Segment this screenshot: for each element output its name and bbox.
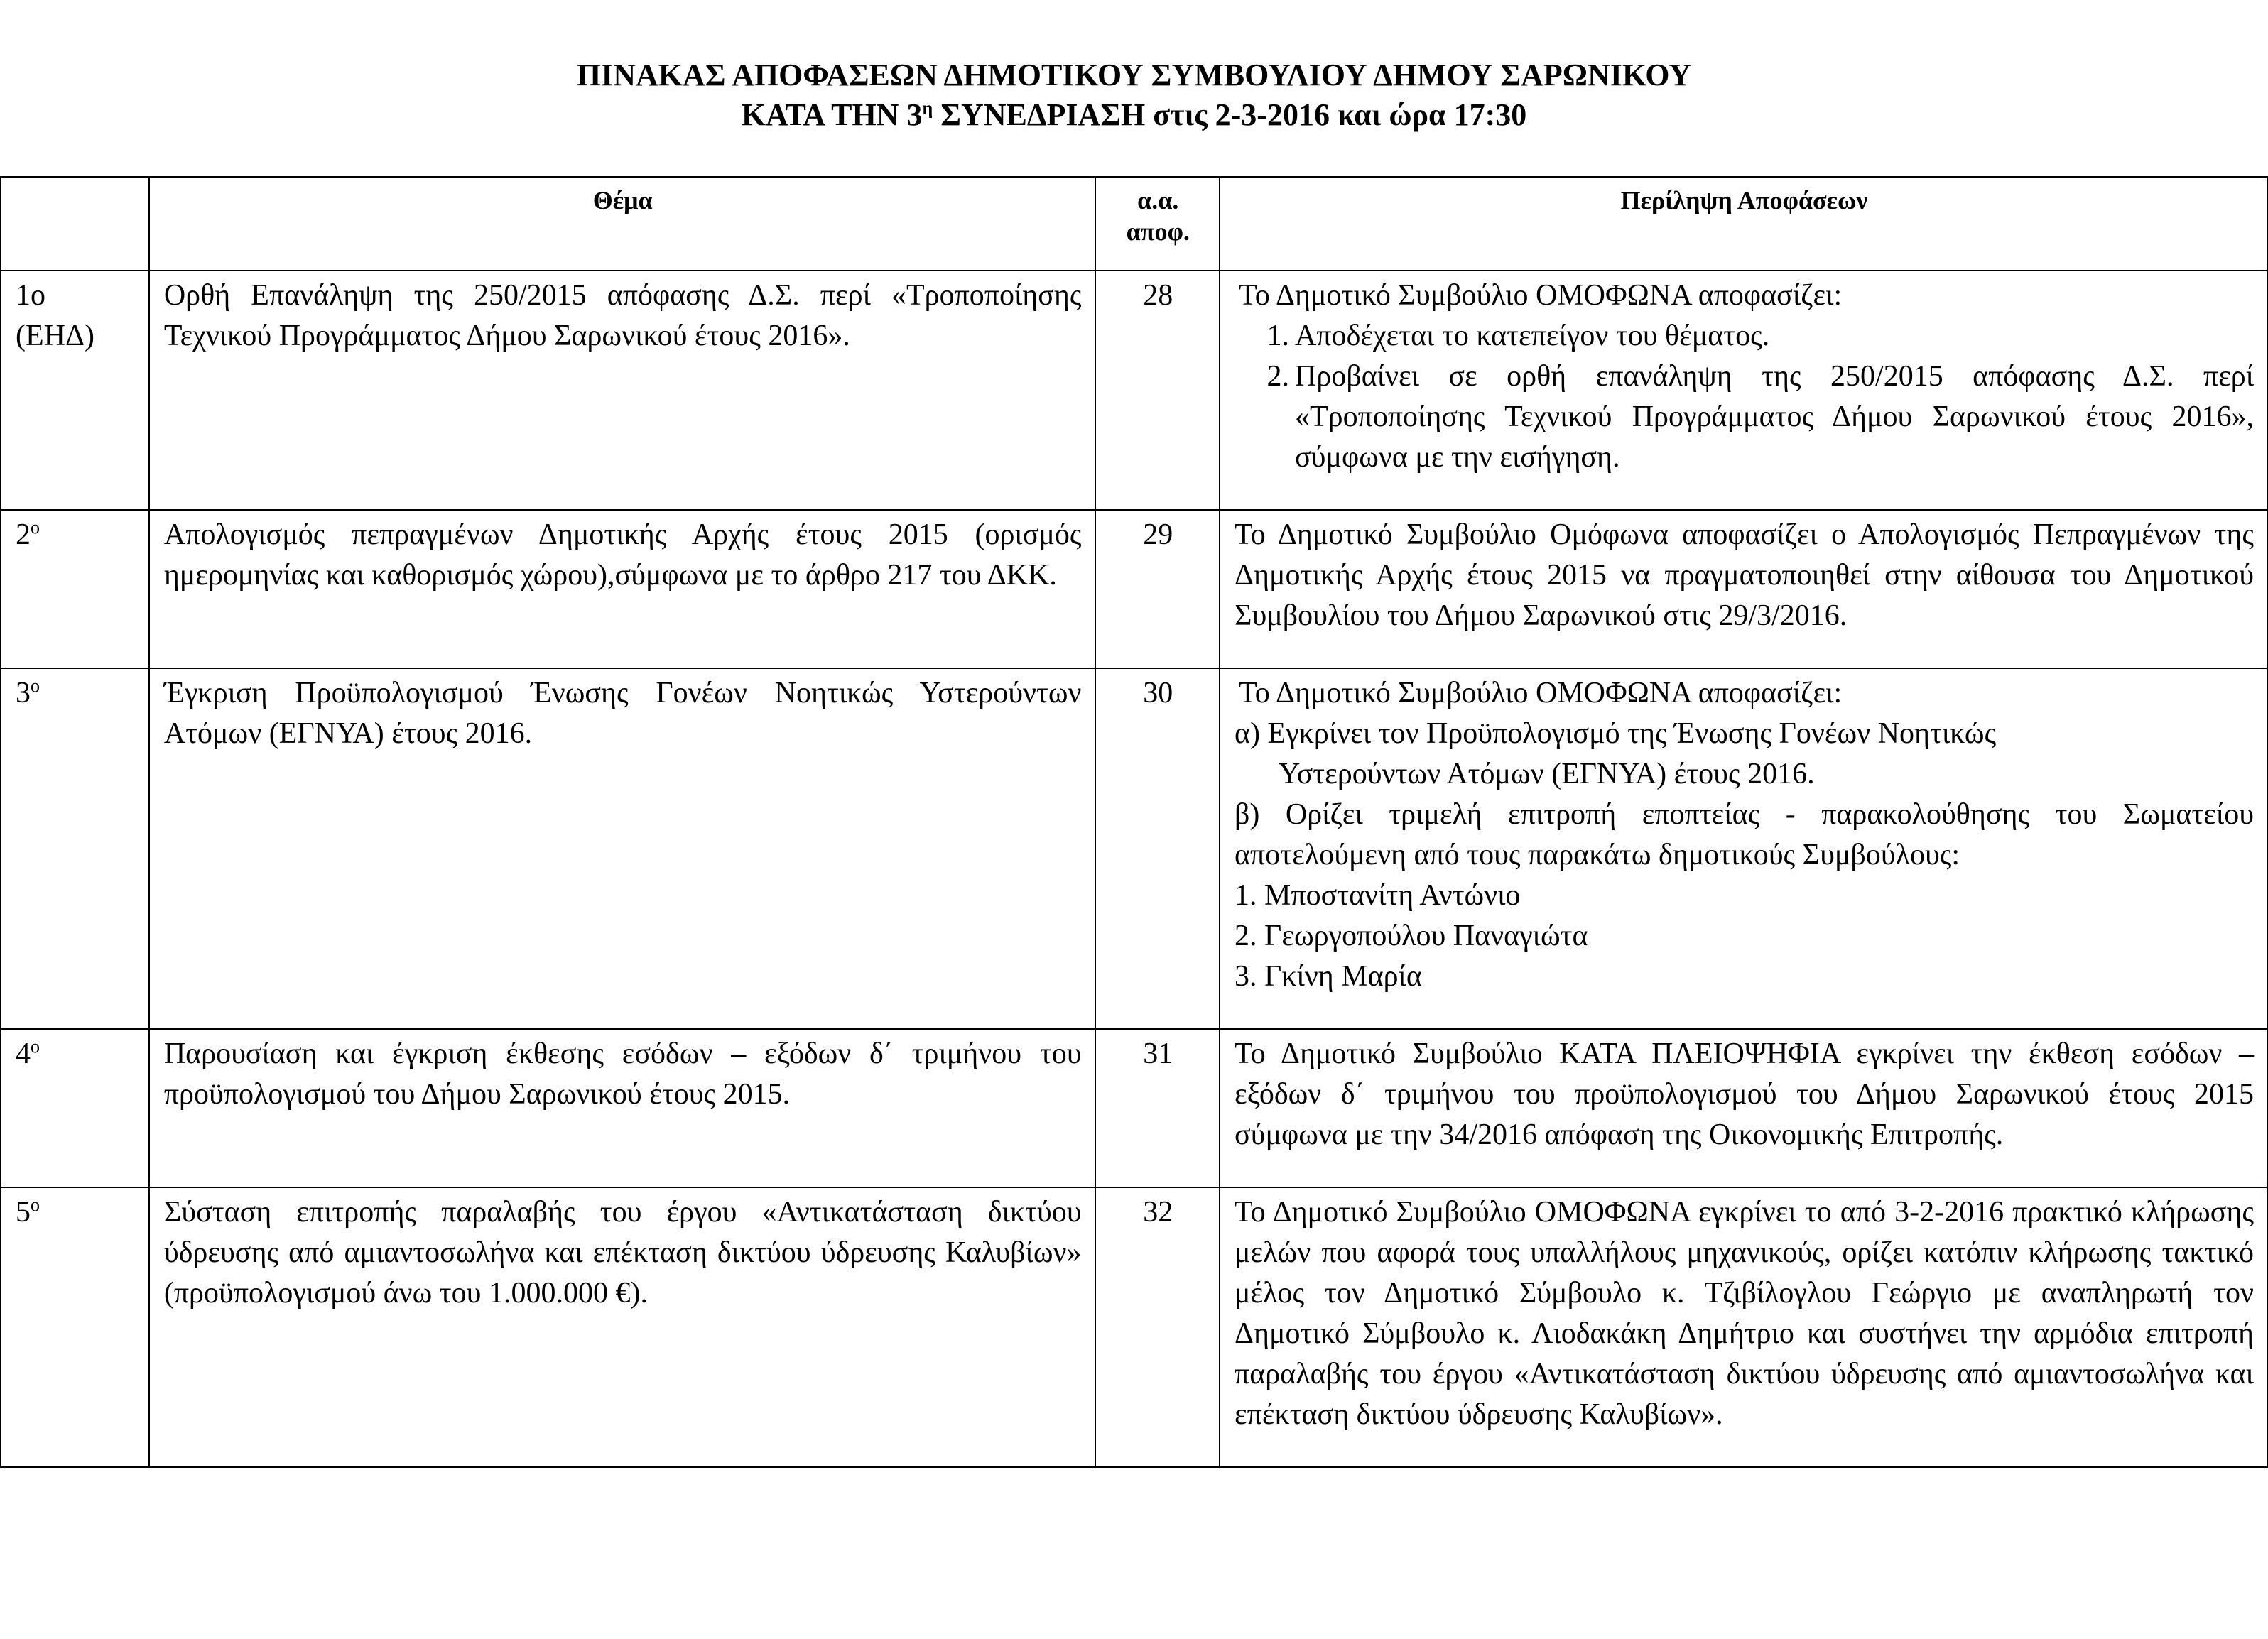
row-topic: Παρουσίαση και έγκριση έκθεσης εσόδων – εξόδων δ΄ τριμήνου του προϋπολογισμού του Δήμου Σαρωνικού έτους 2015. [149,1029,1095,1187]
header-number [1,177,149,271]
row-number-suffix: ο [31,1194,40,1215]
row-number-line-2: (ΕΗΔ) [16,320,94,352]
row-summary: Το Δημοτικό Συμβούλιο ΚΑΤΑ ΠΛΕΙΟΨΗΦΙΑ εγκρίνει την έκθεση εσόδων – εξόδων δ΄ τριμήνου του προϋπολογισμού του Δήμου Σαρωνικού έτους 2015 σύμφωνα με την 34/2016 απόφαση της Οικονομικής Επιτροπής. [1220,1029,2267,1187]
summary-point-a [1235,714,2254,795]
committee-member: 3. Γκίνη Μαρία [1235,960,1422,993]
table-row [1,668,2267,1029]
row-topic: Ορθή Επανάληψη της 250/2015 απόφασης Δ.Σ. περί «Τροποποίησης Τεχνικού Προγράμματος Δήμου Σαρωνικού έτους 2016». [149,271,1095,510]
row-decision-number: 29 [1095,510,1220,668]
row-number-suffix: ο [31,1036,40,1057]
row-topic: Έγκριση Προϋπολογισμού Ένωσης Γονέων Νοητικώς Υστερούντων Ατόμων (ΕΓΝΥΑ) έτους 2016. [149,668,1095,1029]
row-number [1,271,149,510]
header-topic: Θέμα [149,177,1095,271]
header-aa-line-1: α.α. [1137,186,1179,214]
document-title [0,55,2268,135]
row-topic: Απολογισμός πεπραγμένων Δημοτικής Αρχής έτους 2015 (ορισμός ημερομηνίας και καθορισμός χώρου),σύμφωνα με το άρθρο 217 του ΔΚΚ. [149,510,1095,668]
row-number-value: 5 [16,1196,31,1229]
header-decision-number [1095,177,1220,271]
row-summary [1220,271,2267,510]
row-number-value: 2 [16,518,31,551]
row-summary [1220,668,2267,1029]
row-number [1,668,149,1029]
row-decision-number: 28 [1095,271,1220,510]
table-header-row [1,177,2267,271]
row-number-line-1: 1ο [16,279,45,312]
summary-item-number: 2. [1266,360,1290,393]
row-decision-number: 30 [1095,668,1220,1029]
summary-item-text: Αποδέχεται το κατεπείγον του θέματος. [1295,320,1770,352]
row-topic: Σύσταση επιτροπής παραλαβής του έργου «Αντικατάσταση δικτύου ύδρευσης από αμιαντοσωλήνα και επέκταση δικτύου ύδρευσης Καλυβίων» (προϋπολογισμού άνω του 1.000.000 €). [149,1187,1095,1467]
row-number [1,1029,149,1187]
header-aa-line-2: αποφ. [1126,217,1190,246]
title-line-2-post: ΣΥΝΕΔΡΙΑΣΗ στις 2-3-2016 και ώρα 17:30 [933,97,1527,132]
table-row [1,510,2267,668]
row-number-value: 4 [16,1038,31,1070]
table-row [1,1187,2267,1467]
header-summary: Περίληψη Αποφάσεων [1220,177,2267,271]
summary-point-b: β) Ορίζει τριμελή επιτροπή εποπτείας - παρακολούθησης του Σωματείου αποτελούμενη από τους παρακάτω δημοτικούς Συμβούλους: [1235,798,2254,871]
row-number [1,510,149,668]
decisions-table [0,176,2268,1468]
table-row [1,1029,2267,1187]
summary-item [1235,316,2254,356]
summary-item-number: 1. [1266,320,1290,352]
summary-item-text: Προβαίνει σε ορθή επανάληψη της 250/2015 απόφασης Δ.Σ. περί «Τροποποίησης Τεχνικού Προγράμματος Δήμου Σαρωνικού έτους 2016», σύμφωνα με την εισήγηση. [1295,360,2254,474]
row-number [1,1187,149,1467]
row-decision-number: 31 [1095,1029,1220,1187]
title-line-2-sup: η [922,97,933,119]
row-number-value: 3 [16,677,31,709]
title-line-1: ΠΙΝΑΚΑΣ ΑΠΟΦΑΣΕΩΝ ΔΗΜΟΤΙΚΟΥ ΣΥΜΒΟΥΛΙΟΥ ΔΗΜΟΥ ΣΑΡΩΝΙΚΟΥ [576,58,1692,92]
summary-point-a-first: α) Εγκρίνει τον Προϋπολογισμό της Ένωσης Γονέων Νοητικώς [1235,717,1997,750]
summary-item [1235,356,2254,478]
committee-member: 1. Μποστανίτη Αντώνιο [1235,879,1521,912]
row-summary: Το Δημοτικό Συμβούλιο ΟΜΟΦΩΝΑ εγκρίνει το από 3-2-2016 πρακτικό κλήρωσης μελών που αφορά τους υπαλλήλους μηχανικούς, ορίζει κατόπιν κλήρωσης τακτικό μέλος τον Δημοτικό Σύμβουλο κ. Τζιβίλογλου Γεώργιο με αναπληρωτή τον Δημοτικό Σύμβουλο κ. Λιοδακάκη Δημήτριο και συστήνει την αρμόδια επιτροπή παραλαβής του έργου «Αντικατάσταση δικτύου ύδρευσης από αμιαντοσωλήνα και επέκταση δικτύου ύδρευσης Καλυβίων». [1220,1187,2267,1467]
title-line-2 [0,95,2268,135]
row-decision-number: 32 [1095,1187,1220,1467]
row-number-suffix: ο [31,675,40,696]
summary-lead: Το Δημοτικό Συμβούλιο ΟΜΟΦΩΝΑ αποφασίζει: [1239,279,1843,312]
row-summary: Το Δημοτικό Συμβούλιο Ομόφωνα αποφασίζει ο Απολογισμός Πεπραγμένων της Δημοτικής Αρχής έτους 2015 να πραγματοποιηθεί στην αίθουσα του Δημοτικού Συμβουλίου του Δήμου Σαρωνικού στις 29/3/2016. [1220,510,2267,668]
committee-member: 2. Γεωργοπούλου Παναγιώτα [1235,920,1588,952]
row-number-suffix: ο [31,517,40,538]
table-row [1,271,2267,510]
summary-lead: Το Δημοτικό Συμβούλιο ΟΜΟΦΩΝΑ αποφασίζει: [1239,677,1843,709]
summary-point-a-rest: Υστερούντων Ατόμων (ΕΓΝΥΑ) έτους 2016. [1279,758,1815,790]
title-line-2-pre: ΚΑΤΑ ΤΗΝ 3 [741,97,923,132]
